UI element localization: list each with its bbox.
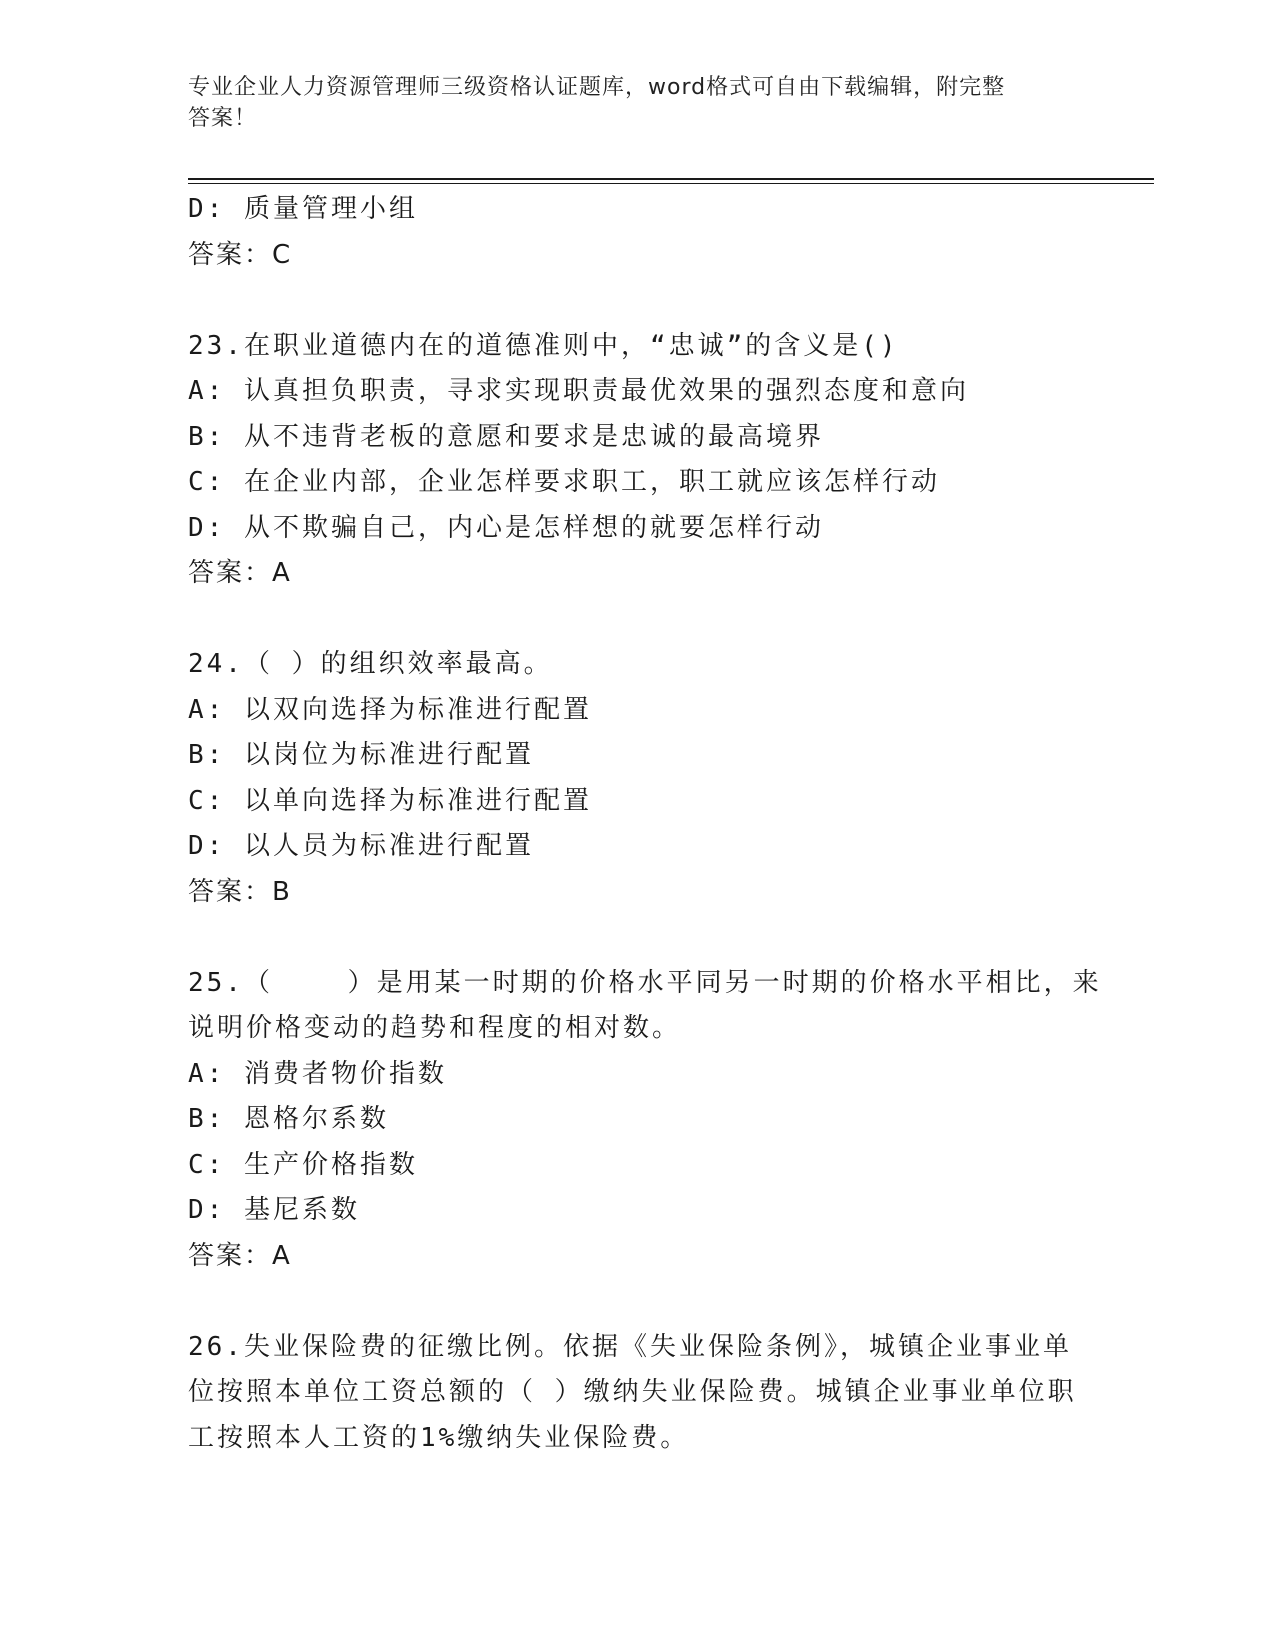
header-line-1: 专业企业人力资源管理师三级资格认证题库，word格式可自由下载编辑，附完整 — [188, 75, 1006, 100]
answer: 答案：A — [188, 1240, 292, 1271]
question-24 — [188, 642, 1088, 915]
header-divider-thin — [188, 183, 1154, 184]
option-d: D: 从不欺骗自己，内心是怎样想的就要怎样行动 — [188, 512, 824, 543]
header-divider-thick — [188, 178, 1154, 180]
spacer — [188, 597, 1088, 643]
option-a: A: 认真担负职责，寻求实现职责最优效果的强烈态度和意向 — [188, 376, 969, 406]
question-text-line-1: 26.失业保险费的征缴比例。依据《失业保险条例》，城镇企业事业单 — [188, 1331, 1072, 1362]
question-text: 23.在职业道德内在的道德准则中，“忠诚”的含义是() — [188, 330, 899, 361]
option-a: A: 消费者物价指数 — [188, 1058, 447, 1089]
spacer — [188, 1279, 1088, 1325]
question-content — [188, 187, 1102, 1461]
question-text-line-2: 位按照本单位工资总额的（ ）缴纳失业保险费。城镇企业事业单位职 — [188, 1377, 1077, 1407]
spacer — [188, 915, 1088, 961]
page-header — [188, 72, 1088, 134]
option-a: A: 以双向选择为标准进行配置 — [188, 694, 592, 725]
option-d: D: 以人员为标准进行配置 — [188, 831, 534, 861]
option-c: C: 在企业内部，企业怎样要求职工，职工就应该怎样行动 — [188, 467, 940, 497]
header-line-2: 答案！ — [188, 106, 258, 131]
option-b: B: 恩格尔系数 — [188, 1104, 389, 1134]
prev-answer: 答案：C — [188, 239, 293, 270]
spacer — [188, 278, 1088, 324]
option-c: C: 生产价格指数 — [188, 1149, 418, 1180]
question-text-line-1: 25.（ ）是用某一时期的价格水平同另一时期的价格水平相比，来 — [188, 967, 1102, 998]
question-text-line-3: 工按照本人工资的1%缴纳失业保险费。 — [188, 1422, 690, 1453]
question-23 — [188, 324, 1088, 597]
option-d: D: 基尼系数 — [188, 1195, 360, 1225]
option-b: B: 从不违背老板的意愿和要求是忠诚的最高境界 — [188, 421, 824, 452]
prev-option-d: D: 质量管理小组 — [188, 194, 418, 224]
option-b: B: 以岗位为标准进行配置 — [188, 740, 534, 770]
question-text-line-2: 说明价格变动的趋势和程度的相对数。 — [188, 1013, 682, 1043]
question-text: 24.（ ）的组织效率最高。 — [188, 649, 553, 679]
answer: 答案：A — [188, 558, 292, 588]
question-25 — [188, 961, 1102, 1280]
answer: 答案：B — [188, 876, 292, 907]
question-26 — [188, 1325, 1088, 1462]
option-c: C: 以单向选择为标准进行配置 — [188, 785, 592, 816]
